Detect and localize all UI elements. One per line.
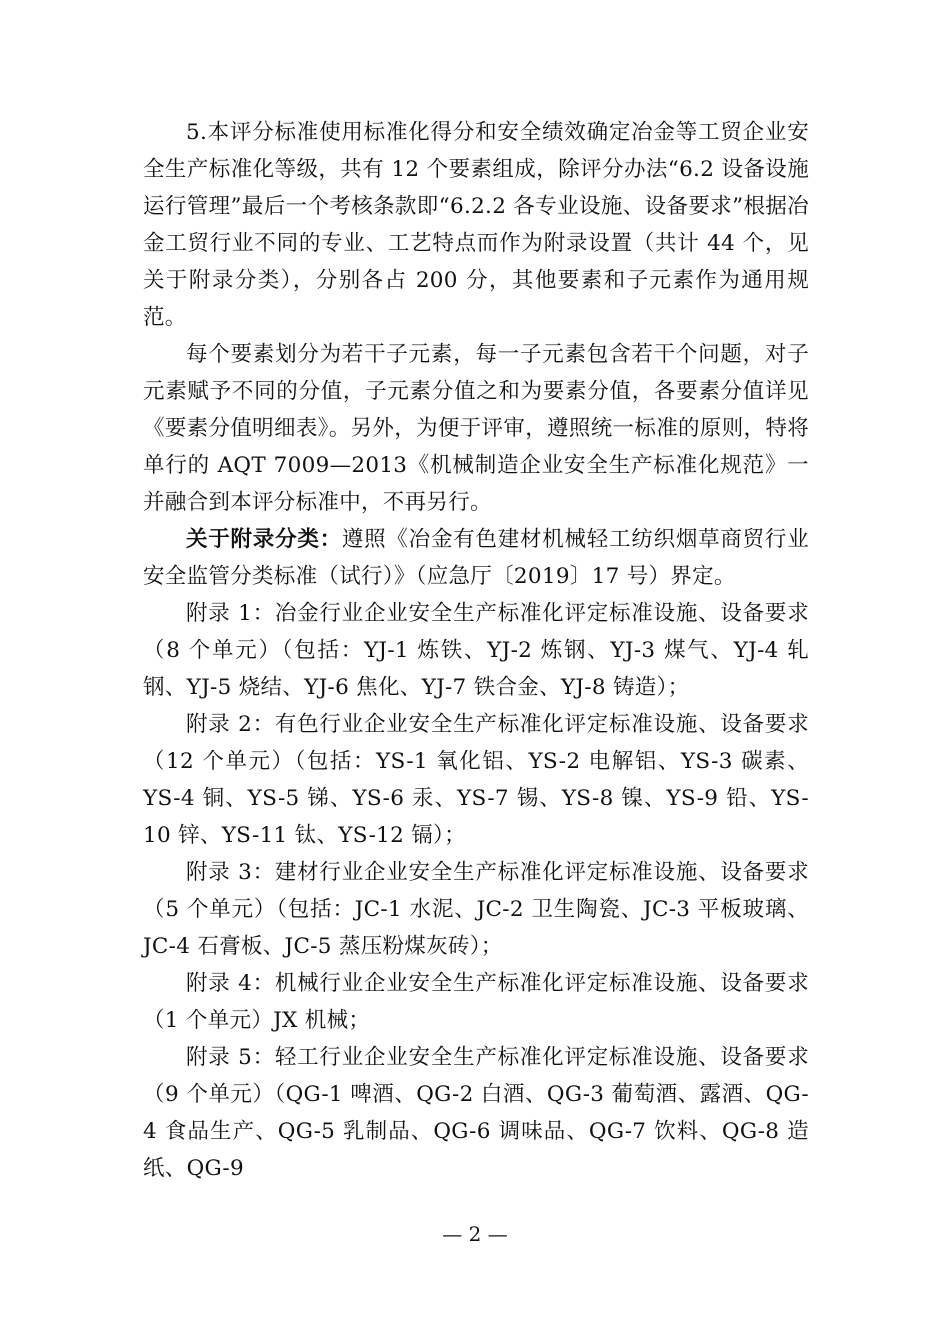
- paragraph-appendix-2: [143, 706, 809, 854]
- paragraph-text: 附录 2：有色行业企业安全生产标准化评定标准设施、设备要求（12 个单元）（包括：YS-1 氧化铝、YS-2 电解铝、YS-3 碳素、YS-4 铜、YS-5 锑、YS-6 汞、YS-7 锡、YS-8 镍、YS-9 铅、YS-10 锌、YS-11 钛、YS-12 镉）；: [143, 712, 809, 848]
- document-body: [143, 114, 809, 1187]
- paragraph-appendix-5: [143, 1039, 809, 1187]
- paragraph-text: 附录 4：机械行业企业安全生产标准化评定标准设施、设备要求（1 个单元）JX 机械；: [143, 971, 809, 1033]
- paragraph-scoring-standard: [143, 114, 809, 336]
- paragraph-text: 每个要素划分为若干子元素，每一子元素包含若干个问题，对子元素赋予不同的分值，子元素分值之和为要素分值，各要素分值详见《要素分值明细表》。另外，为便于评审，遵照统一标准的原则，特将单行的 AQT 7009—2013《机械制造企业安全生产标准化规范》一并融合到本评分标准中，不再另行。: [143, 342, 809, 515]
- paragraph-text: 附录 5：轻工行业企业安全生产标准化评定标准设施、设备要求（9 个单元）（QG-1 啤酒、QG-2 白酒、QG-3 葡萄酒、露酒、QG-4 食品生产、QG-5 乳制品、QG-6 调味品、QG-7 饮料、QG-8 造纸、QG-9: [143, 1045, 809, 1181]
- paragraph-text: 附录 3：建材行业企业安全生产标准化评定标准设施、设备要求（5 个单元）（包括：JC-1 水泥、JC-2 卫生陶瓷、JC-3 平板玻璃、JC-4 石膏板、JC-5 蒸压粉煤灰砖）；: [143, 860, 809, 959]
- paragraph-text: 遵照《冶金有色建材机械轻工纺织烟草商贸行业安全监管分类标准（试行）》（应急厅〔2019〕17 号）界定。: [143, 527, 809, 589]
- page-number: — 2 —: [442, 1222, 508, 1246]
- paragraph-element-scoring: [143, 336, 809, 521]
- paragraph-appendix-1: [143, 595, 809, 706]
- paragraph-appendix-classification: [143, 521, 809, 595]
- paragraph-label: 关于附录分类：: [186, 527, 342, 552]
- paragraph-text: 附录 1：冶金行业企业安全生产标准化评定标准设施、设备要求（8 个单元）（包括：YJ-1 炼铁、YJ-2 炼钢、YJ-3 煤气、YJ-4 轧钢、YJ-5 烧结、YJ-6 焦化、YJ-7 铁合金、YJ-8 铸造）；: [143, 601, 809, 700]
- paragraph-appendix-4: [143, 965, 809, 1039]
- paragraph-appendix-3: [143, 854, 809, 965]
- paragraph-text: 5.本评分标准使用标准化得分和安全绩效确定冶金等工贸企业安全生产标准化等级，共有 12 个要素组成，除评分办法“6.2 设备设施运行管理”最后一个考核条款即“6.2.2 各专业设施、设备要求”根据冶金工贸行业不同的专业、工艺特点而作为附录设置（共计 44 个，见关于附录分类），分别各占 200 分，其他要素和子元素作为通用规范。: [143, 120, 809, 330]
